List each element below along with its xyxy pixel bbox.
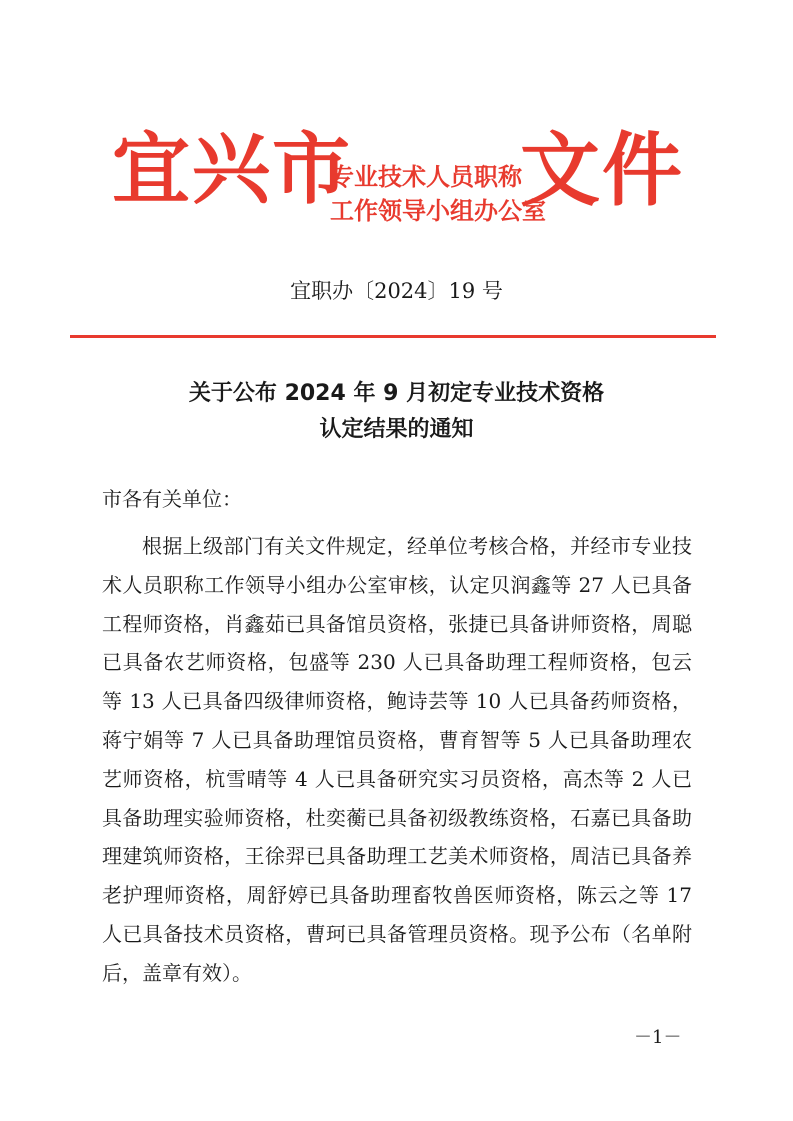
- issuer-office: [330, 160, 546, 228]
- body-paragraph: 根据上级部门有关文件规定，经单位考核合格，并经市专业技术人员职称工作领导小组办公室审核，认定贝润鑫等 27 人已具备工程师资格，肖鑫茹已具备馆员资格，张捷已具备讲师资格，周聪已具备农艺师资格，包盛等 230 人已具备助理工程师资格，包云等 13 人已具备四级律师资格，鲍诗芸等 10 人已具备药师资格，蒋宁娟等 7 人已具备助理馆员资格，曹育智等 5 人已具备助理农艺师资格，杭雪晴等 4 人已具备研究实习员资格，高杰等 2 人已具备助理实验师资格，杜奕蘅已具备初级教练资格，石嘉已具备助理建筑师资格，王徐羿已具备助理工艺美术师资格，周洁已具备养老护理师资格，周舒婷已具备助理畜牧兽医师资格，陈云之等 17 人已具备技术员资格，曹珂已具备管理员资格。现予公布（名单附后，盖章有效）。: [102, 534, 692, 985]
- title-line-1: 关于公布 2024 年 9 月初定专业技术资格: [188, 381, 605, 406]
- issuer-office-line-2: 工作领导小组办公室: [330, 197, 546, 225]
- document-title: [0, 376, 793, 448]
- title-line-2: 认定结果的通知: [319, 417, 474, 442]
- issuer-city: 宜兴市: [112, 124, 353, 215]
- issuer-office-line-1: 专业技术人员职称: [330, 163, 522, 191]
- salutation: 市各有关单位：: [102, 487, 242, 511]
- document-word: 文件: [520, 123, 684, 217]
- page-number: －1－: [634, 1027, 682, 1048]
- document-header: [0, 0, 793, 250]
- document-number: 宜职办〔2024〕19 号: [290, 279, 503, 303]
- red-divider: [70, 335, 716, 338]
